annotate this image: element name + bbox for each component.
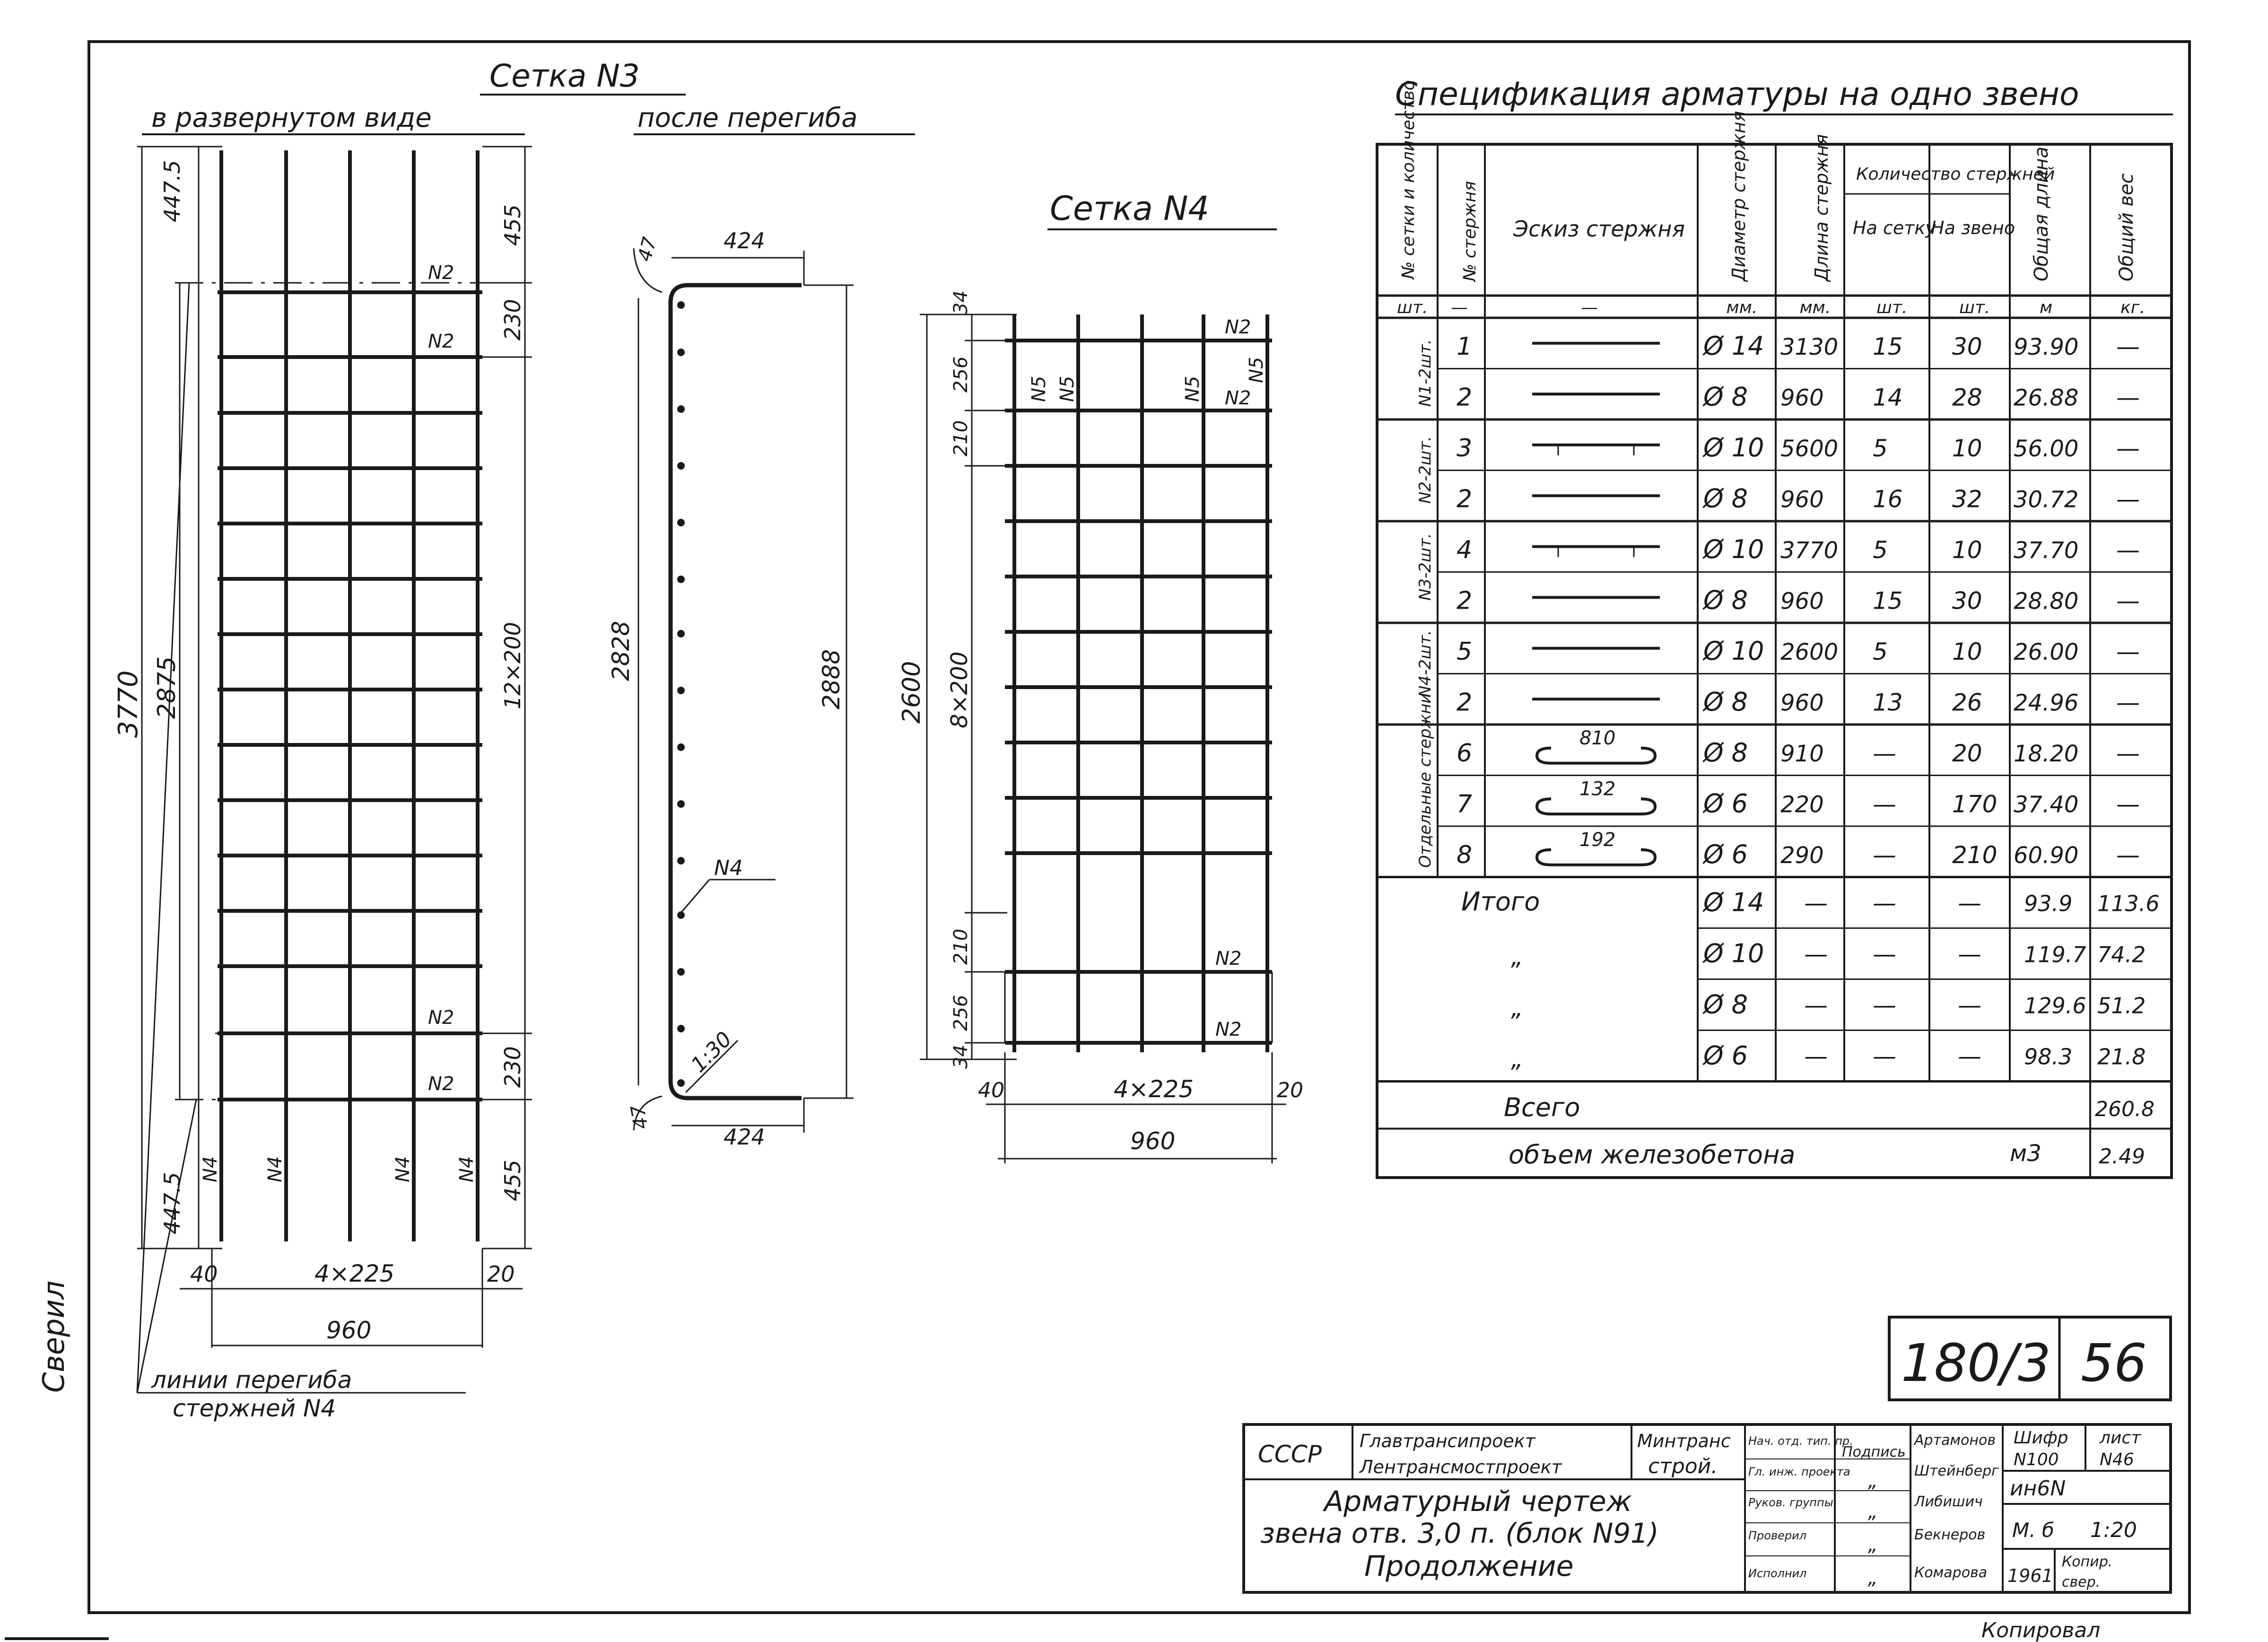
spec-total-cell: — [1804,889,1828,917]
bar-sketch-length: 192 [1579,829,1616,851]
mesh4-dim-256-top: 256 [950,356,972,393]
spec-total-length: 98.3 [2024,1044,2073,1070]
tb-code: ин6N [2010,1476,2066,1501]
spec-bar-number: 8 [1457,841,1473,869]
spec-total-length: 30.72 [2014,486,2079,513]
bent-dim-47-top: 47 [634,235,661,264]
mesh4-dim-34-top: 34 [950,290,972,314]
spec-diameter: Ø 8 [1703,687,1748,717]
mesh3-n4-label: N4 [200,1156,221,1182]
spec-total-weight: 51.2 [2097,993,2146,1019]
spec-per-mesh: 15 [1873,587,1903,615]
mesh3-n4-label: N4 [456,1156,478,1182]
spec-header-length: Длина стержня [1811,134,1832,281]
mesh3-dim-960: 960 [326,1317,372,1344]
spec-total-cell: — [1804,991,1828,1019]
spec-length: 290 [1780,842,1824,869]
spec-diameter: Ø 8 [1703,585,1748,615]
spec-group-label: N2-2шт. [1416,436,1435,504]
spec-total-diameter: Ø 14 [1703,887,1764,917]
spec-total-weight: — [2116,689,2140,716]
spec-diameter: Ø 14 [1703,331,1764,361]
bent-mesh-drawing [607,228,854,1150]
spec-bar-number: 7 [1457,790,1473,819]
mesh3-dim-inner: 2875 [153,656,181,719]
spec-total-length: 37.70 [2014,537,2079,564]
spec-unit-cell: кг. [2120,298,2146,317]
spec-header-total-weight: Общий вес [2116,173,2137,281]
spec-total-length: 28.80 [2014,588,2079,615]
spec-per-mesh: 13 [1873,689,1903,716]
spec-total-weight: — [2116,740,2140,767]
mesh4-dim-210-top: 210 [950,420,972,456]
tb-name: Штейнберг [1914,1463,1999,1479]
tb-name: Артамонов [1914,1432,1996,1449]
mesh3-n4-label: N4 [264,1156,286,1182]
spec-per-mesh: — [1873,740,1896,767]
mesh3-title: Сетка N3 [489,58,640,94]
spec-total-cell: — [1958,889,1981,917]
spec-per-link: 30 [1952,333,1982,360]
bent-dim-424-top: 424 [724,228,765,253]
spec-diameter: Ø 6 [1703,788,1748,819]
spec-total-cell: — [1958,991,1981,1019]
spec-length: 960 [1780,588,1824,615]
spec-group-label: N3-2шт. [1416,533,1435,601]
tb-signature-header: Подпись [1842,1444,1906,1460]
tb-cipher-label: Шифр [2014,1428,2068,1448]
spec-diameter: Ø 6 [1703,839,1748,869]
mesh3-dim-top: 447.5 [159,160,185,222]
mesh3-n2-label: N2 [428,1007,454,1029]
spec-group-label: N4-2шт. [1416,630,1435,698]
mesh3-dim-total: 3770 [113,670,144,738]
tb-year: 1961 [2007,1565,2053,1586]
spec-per-link: 210 [1952,841,1998,869]
tb-org3b: строй. [1648,1454,1718,1478]
sheet-number: 56 [2081,1333,2147,1393]
mesh3-dim-spacing: 12×200 [500,622,525,709]
bar-sketch [1532,445,1660,455]
spec-per-link: 170 [1952,790,1998,818]
spec-total-weight: — [2116,536,2140,564]
mesh4-drawing [898,189,1303,1163]
spec-per-link: 10 [1952,638,1982,665]
spec-header-count: Количество стержней [1856,165,2055,184]
spec-length: 220 [1780,791,1824,818]
spec-per-link: 32 [1952,485,1982,513]
mesh4-n5-label: N5 [1028,376,1050,402]
spec-header-mesh: № сетки и количество [1399,80,1418,279]
tb-copy-value: свер. [2062,1574,2101,1590]
mesh3-dim-455-bottom: 455 [500,1160,525,1201]
mesh4-title: Сетка N4 [1050,189,1210,228]
spec-bar-number: 2 [1457,688,1473,717]
sheet-number-box [1889,1317,2171,1400]
spec-bar-number: 5 [1457,638,1473,666]
spec-bar-number: 6 [1457,739,1473,768]
mesh4-dim-40: 40 [978,1078,1004,1102]
mesh3-bent-label: после перегиба [637,103,858,133]
spec-length: 910 [1780,741,1824,767]
spec-per-link: 10 [1952,536,1982,564]
spec-total-cell: — [1958,1042,1981,1070]
spec-diameter: Ø 10 [1703,534,1764,564]
spec-per-link: 28 [1952,384,1982,411]
mesh4-dim-256-bottom: 256 [950,995,972,1031]
spec-unit-cell: шт. [1397,298,1428,317]
spec-header-per-link: На звено [1931,218,2015,238]
mesh4-transverse-bars [1005,341,1272,1043]
bar-sketch [1532,547,1660,557]
spec-length: 960 [1780,486,1824,513]
spec-per-mesh: 5 [1873,435,1888,462]
mesh4-dim-4x225: 4×225 [1114,1075,1194,1103]
bent-dim-424-bottom: 424 [724,1124,765,1150]
mesh4-n2-label: N2 [1215,1019,1242,1040]
spec-total-length: 129.6 [2024,993,2086,1019]
spec-diameter: Ø 10 [1703,433,1764,463]
spec-volume-unit: м3 [2010,1140,2041,1167]
mesh3-n4-label: N4 [392,1156,414,1182]
spec-unit-cell: мм. [1726,298,1758,317]
spec-bar-number: 1 [1457,332,1473,361]
mesh3-bend-lines-label: линии перегиба [151,1366,352,1394]
spec-length: 3770 [1780,537,1839,564]
tb-org1: Главтрансипроект [1360,1431,1535,1451]
tb-role: Исполнил [1748,1567,1807,1580]
mesh3-dim-40: 40 [190,1261,218,1287]
tb-name: Либишич [1914,1494,1983,1510]
spec-ditto-mark: „ [1511,994,1523,1022]
spec-total-length: 119.7 [2024,942,2086,968]
spec-unit-cell: — [1581,298,1598,317]
spec-total-weight: — [2116,333,2140,360]
mesh3-unfolded-label: в развернутом виде [151,103,432,133]
mesh3-n2-label: N2 [428,262,454,284]
tb-name: Комарова [1914,1564,1988,1581]
tb-copy-label: Копир. [2062,1554,2113,1570]
tb-list-value: N46 [2100,1450,2134,1469]
bent-slope: 1:30 [686,1027,737,1077]
spec-grand-label: Всего [1504,1092,1580,1122]
spec-diameter: Ø 8 [1703,382,1748,412]
mesh4-dim-20: 20 [1277,1078,1303,1102]
mesh3-n2-label: N2 [428,1073,454,1095]
tb-sign-mark: „ [1868,1534,1878,1556]
bent-dim-2888: 2888 [818,649,845,709]
spec-unit-cell: мм. [1799,298,1831,317]
spec-total-length: 26.00 [2014,639,2079,665]
mesh4-n5-label: N5 [1182,376,1204,402]
spec-length: 5600 [1780,436,1839,462]
spec-group-label: N1-2шт. [1416,339,1435,407]
spec-length: 2600 [1780,639,1839,665]
spec-ditto-mark: „ [1511,1045,1523,1073]
spec-bar-number: 2 [1457,383,1473,412]
tb-scale-value: 1:20 [2090,1518,2137,1542]
spec-total-length: 37.40 [2014,791,2079,818]
spec-total-weight: — [2116,841,2140,869]
spec-total-cell: — [1958,940,1981,968]
spec-per-mesh: — [1873,841,1896,869]
spec-total-weight: 74.2 [2097,942,2146,968]
spec-header-diameter: Диаметр стержня [1728,111,1749,281]
spec-grand-value: 260.8 [2095,1097,2155,1121]
tb-drawing-title-2: звена отв. 3,0 п. (блок N91) [1260,1517,1659,1549]
mesh4-dim-210-bottom: 210 [950,928,972,965]
spec-per-link: 10 [1952,435,1982,462]
spec-total-cell: — [1873,940,1896,968]
tb-drawing-title-3: Продолжение [1364,1550,1574,1583]
mesh4-n5-label: N5 [1246,357,1267,383]
mesh4-dim-8x200: 8×200 [946,651,973,728]
bar-sketch [1537,850,1655,865]
spec-header-sketch: Эскиз стержня [1513,216,1685,242]
spec-per-mesh: 16 [1873,485,1903,513]
title-block [1244,1424,2171,1592]
spec-total-diameter: Ø 6 [1703,1040,1748,1071]
spec-per-link: 30 [1952,587,1982,615]
spec-total-weight: — [2116,485,2140,513]
mesh4-dim-34-bottom: 34 [950,1045,972,1069]
spec-total-length: 18.20 [2014,741,2079,767]
sheet-frame [89,42,2189,1613]
spec-length: 960 [1780,690,1824,716]
spec-volume-label: объем железобетона [1509,1140,1796,1170]
spec-bar-number: 2 [1457,485,1473,514]
spec-total-diameter: Ø 10 [1703,938,1764,969]
tb-country: СССР [1258,1441,1322,1468]
spec-total-weight: 113.6 [2097,891,2160,917]
mesh3-dim-4x225: 4×225 [314,1260,395,1287]
tb-org3a: Минтранс [1637,1431,1731,1451]
tb-list-label: лист [2100,1428,2141,1448]
spec-total-cell: — [1804,940,1828,968]
footer-note: Копировал [1981,1618,2101,1642]
spec-header-per-mesh: На сетку [1853,218,1936,238]
spec-totals-label: Итого [1461,887,1540,917]
spec-unit-cell: шт. [1959,298,1990,317]
spec-total-length: 60.90 [2014,842,2079,869]
spec-total-weight: — [2116,435,2140,462]
spec-total-cell: — [1873,1042,1896,1070]
mesh3-dim-20: 20 [487,1261,515,1287]
tb-role: Руков. группы [1748,1496,1833,1509]
bent-mesh-bar-dots [677,301,685,1087]
spec-total-length: 26.88 [2014,384,2079,411]
spec-bar-number: 3 [1457,434,1473,463]
spec-diameter: Ø 8 [1703,738,1748,768]
tb-drawing-title-1: Арматурный чертеж [1324,1485,1632,1518]
tb-cipher-value: N100 [2014,1450,2059,1469]
spec-total-weight: — [2116,384,2140,411]
spec-per-mesh: 14 [1873,384,1903,411]
spec-per-mesh: — [1873,790,1896,818]
spec-title: Спецификация арматуры на одно звено [1395,76,2079,113]
spec-unit-cell: шт. [1876,298,1908,317]
bar-sketch [1537,799,1655,814]
tb-role: Проверил [1748,1529,1807,1542]
mesh3-dim-230-top: 230 [500,299,525,341]
spec-total-length: 93.90 [2014,334,2079,360]
spec-per-link: 20 [1952,740,1982,767]
mesh4-n2-label: N2 [1225,387,1251,409]
spec-total-weight: — [2116,638,2140,665]
spec-total-cell: — [1873,889,1896,917]
spec-per-mesh: 5 [1873,536,1888,564]
tb-role: Нач. отд. тип. пр. [1748,1434,1853,1448]
spec-diameter: Ø 10 [1703,636,1764,666]
spec-length: 960 [1780,384,1824,411]
album-number: 180/3 [1901,1333,2051,1393]
spec-total-weight: 21.8 [2097,1044,2146,1070]
spec-bar-number: 2 [1457,586,1473,615]
mesh4-n2-label: N2 [1215,948,1242,969]
tb-role: Гл. инж. проекта [1748,1465,1850,1478]
mesh3-bend-lines-label2: стержней N4 [173,1395,336,1422]
spec-total-cell: — [1873,991,1896,1019]
spec-total-weight: — [2116,790,2140,818]
bar-sketch-length: 810 [1579,727,1616,749]
spec-per-mesh: 15 [1873,333,1903,360]
bent-dim-2828: 2828 [607,620,635,681]
spec-unit-cell: — [1451,298,1468,317]
mesh4-dim-960: 960 [1130,1127,1176,1155]
spec-diameter: Ø 8 [1703,483,1748,514]
bent-dim-47-bottom: 47 [627,1103,653,1131]
mesh3-n2-label: N2 [428,331,454,352]
mesh3-dim-455-top: 455 [500,204,525,246]
spec-header-total-length: Общая длина [2031,147,2052,281]
spec-length: 3130 [1780,334,1839,360]
side-note: Сверил [36,1280,71,1393]
spec-volume-value: 2.49 [2099,1144,2145,1169]
bar-sketch-length: 132 [1579,778,1616,800]
mesh3-dim-230-bottom: 230 [500,1046,525,1088]
spec-total-length: 56.00 [2014,436,2079,462]
spec-group-label: Отдельные стержни [1416,693,1435,868]
bar-sketch [1537,748,1655,763]
spec-total-diameter: Ø 8 [1703,989,1748,1020]
tb-name: Бекнеров [1914,1527,1986,1543]
spec-total-cell: — [1804,1042,1828,1070]
tb-sign-mark: „ [1868,1567,1878,1589]
tb-sign-mark: „ [1868,1501,1878,1523]
spec-per-mesh: 5 [1873,638,1888,665]
spec-per-link: 26 [1952,689,1982,716]
bent-label-n4: N4 [714,856,743,880]
tb-scale-label: М. б [2012,1519,2054,1542]
mesh4-dim-2600: 2600 [898,661,926,724]
spec-bar-number: 4 [1457,536,1473,564]
specification-table [1377,76,2173,1178]
spec-header-bar-no: № стержня [1460,181,1480,281]
spec-ditto-mark: „ [1511,943,1523,970]
spec-unit-cell: м [2040,298,2053,317]
mesh3-drawing [113,58,915,1422]
mesh4-n5-label: N5 [1056,376,1078,402]
spec-total-weight: — [2116,587,2140,615]
spec-total-length: 93.9 [2024,891,2073,917]
tb-org2: Лентрансмостпроект [1360,1457,1562,1477]
spec-total-length: 24.96 [2014,690,2079,716]
mesh3-dim-bottom: 447.5 [159,1172,185,1234]
tb-sign-mark: „ [1868,1470,1878,1492]
mesh4-n2-label: N2 [1225,316,1251,338]
